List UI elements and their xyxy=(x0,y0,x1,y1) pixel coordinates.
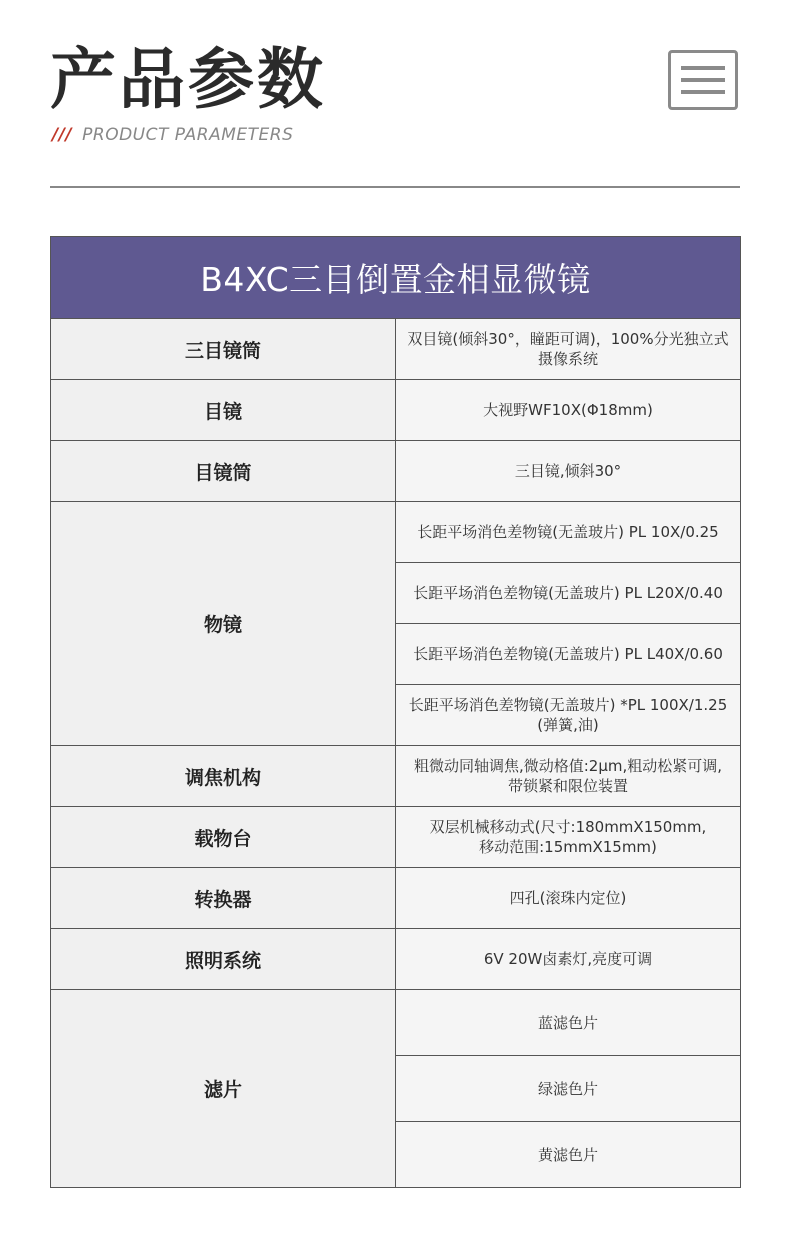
spec-value: 长距平场消色差物镜(无盖玻片) *PL 100X/1.25 (弹簧,油) xyxy=(396,685,741,746)
spec-value: 蓝滤色片 xyxy=(396,990,741,1056)
subtitle-text: PRODUCT PARAMETERS xyxy=(82,125,294,145)
spec-label: 调焦机构 xyxy=(51,746,396,807)
spec-value: 长距平场消色差物镜(无盖玻片) PL L20X/0.40 xyxy=(396,563,741,624)
spec-value: 绿滤色片 xyxy=(396,1056,741,1122)
spec-label: 转换器 xyxy=(51,868,396,929)
header-divider xyxy=(50,186,740,188)
page-title: 产品参数 xyxy=(50,41,326,118)
menu-line xyxy=(681,90,725,94)
table-header-row xyxy=(51,237,741,319)
spec-label: 载物台 xyxy=(51,807,396,868)
spec-value: 双层机械移动式(尺寸:180mmX150mm, 移动范围:15mmX15mm) xyxy=(396,807,741,868)
spec-value: 长距平场消色差物镜(无盖玻片) PL 10X/0.25 xyxy=(396,502,741,563)
spec-label: 滤片 xyxy=(51,990,396,1188)
spec-value: 黄滤色片 xyxy=(396,1122,741,1188)
product-name: B4XC三目倒置金相显微镜 xyxy=(51,237,741,319)
spec-value: 长距平场消色差物镜(无盖玻片) PL L40X/0.60 xyxy=(396,624,741,685)
spec-table xyxy=(50,236,741,1188)
table-row xyxy=(51,929,741,990)
hamburger-menu-icon[interactable] xyxy=(668,50,738,110)
spec-label: 三目镜筒 xyxy=(51,319,396,380)
spec-label: 物镜 xyxy=(51,502,396,746)
spec-value: 三目镜,倾斜30° xyxy=(396,441,741,502)
table-row xyxy=(51,868,741,929)
menu-line xyxy=(681,66,725,70)
subtitle-marks: /// xyxy=(52,125,73,145)
table-row xyxy=(51,990,741,1056)
table-row xyxy=(51,807,741,868)
table-row xyxy=(51,380,741,441)
table-row xyxy=(51,746,741,807)
spec-label: 目镜筒 xyxy=(51,441,396,502)
spec-value: 双目镜(倾斜30°，瞳距可调)，100%分光独立式摄像系统 xyxy=(396,319,741,380)
spec-value: 粗微动同轴调焦,微动格值:2μm,粗动松紧可调, 带锁紧和限位装置 xyxy=(396,746,741,807)
table-row xyxy=(51,319,741,380)
menu-line xyxy=(681,78,725,82)
spec-value: 大视野WF10X(Φ18mm) xyxy=(396,380,741,441)
spec-value: 四孔(滚珠内定位) xyxy=(396,868,741,929)
table-row xyxy=(51,441,741,502)
spec-value: 6V 20W卤素灯,亮度可调 xyxy=(396,929,741,990)
page-subtitle xyxy=(52,124,293,146)
table-row xyxy=(51,502,741,563)
spec-label: 目镜 xyxy=(51,380,396,441)
spec-label: 照明系统 xyxy=(51,929,396,990)
